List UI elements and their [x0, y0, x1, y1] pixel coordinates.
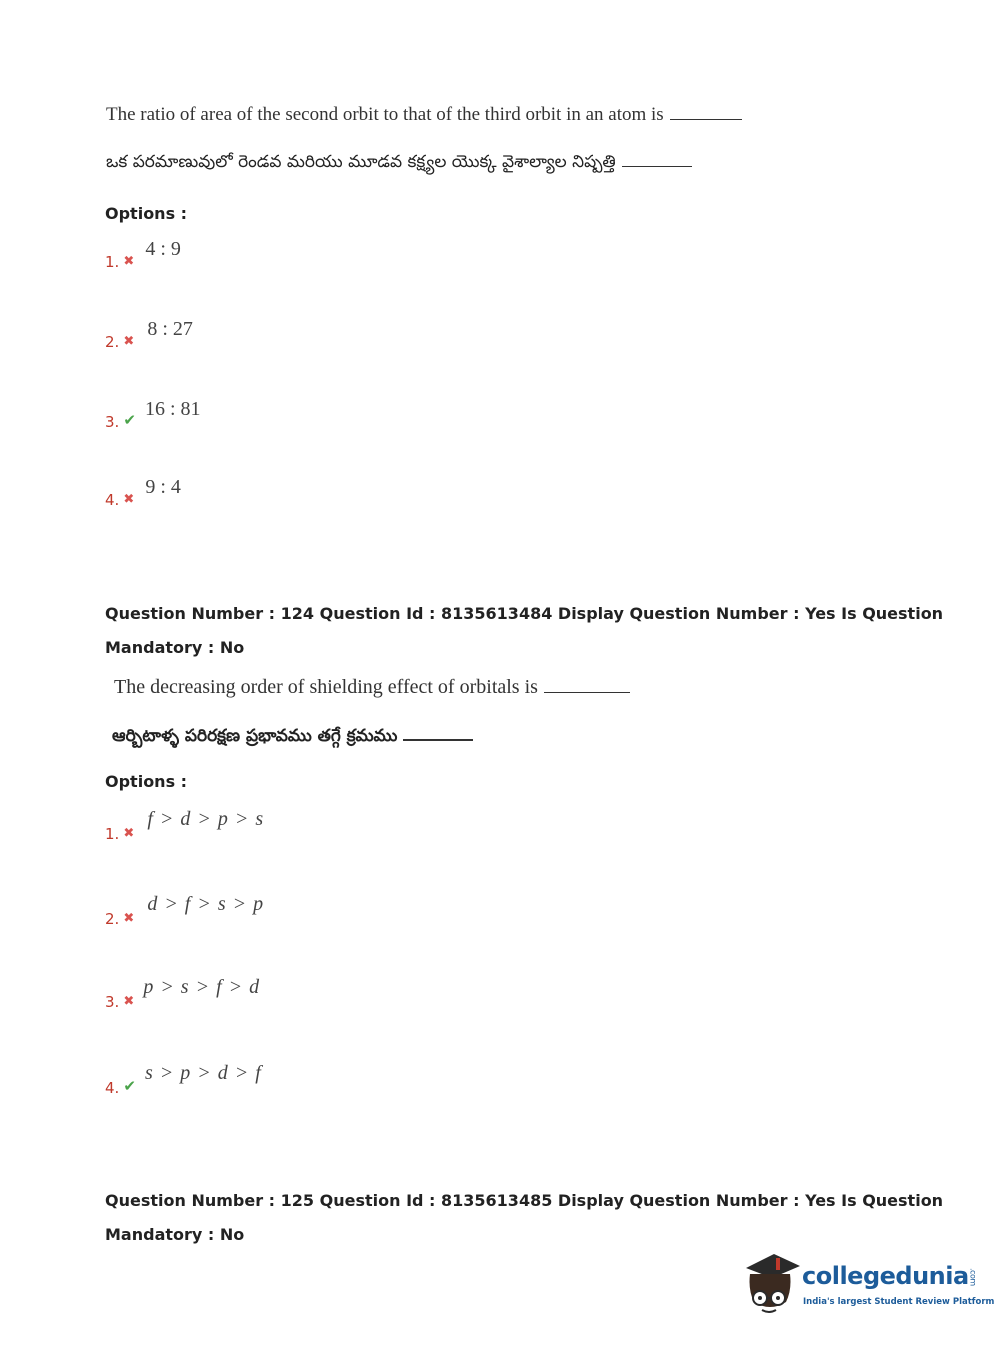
options-label: Options :: [105, 204, 188, 223]
option-value: d > f > s > p: [147, 893, 265, 915]
options-label: Options :: [105, 772, 188, 791]
cross-icon: ✖: [123, 994, 135, 1009]
option-number: 1.: [105, 253, 120, 271]
logo-wordmark: collegedunia.com: [802, 1262, 978, 1290]
option-number: 3.: [105, 413, 120, 431]
option-1: [105, 238, 181, 271]
logo-tagline: India's largest Student Review Platform: [803, 1297, 995, 1307]
option-2: [105, 318, 193, 351]
option-3: [105, 398, 201, 431]
option-value: 9 : 4: [145, 476, 181, 498]
option-number: 4.: [105, 1079, 120, 1097]
question-text-te: ఒక పరమాణువులో రెండవ మరియు మూడవ కక్ష్యల యొక్క వైశాల్యాల నిష్పత్తి: [106, 152, 692, 176]
question-meta-line1: Question Number : 125 Question Id : 8135613485 Display Question Number : Yes Is Question: [105, 1191, 944, 1210]
option-4: [105, 1062, 262, 1097]
logo-suffix: .com: [968, 1268, 978, 1286]
option-number: 2.: [105, 910, 120, 928]
option-2: [105, 893, 265, 928]
option-value: 8 : 27: [147, 318, 193, 340]
question-meta-line2: Mandatory : No: [105, 638, 245, 657]
option-value: f > d > p > s: [147, 808, 265, 830]
option-value: 4 : 9: [145, 238, 181, 260]
option-value: p > s > f > d: [143, 976, 261, 998]
option-value: s > p > d > f: [144, 1062, 262, 1084]
question-text-te: ఆర్బిటాళ్ళ పరిరక్షణ ప్రభావము తగ్గే క్రమము: [112, 726, 473, 750]
collegedunia-logo: [740, 1250, 995, 1322]
cross-icon: ✖: [123, 254, 135, 269]
option-4: [105, 476, 181, 509]
question-meta-line1: Question Number : 124 Question Id : 8135613484 Display Question Number : Yes Is Question: [105, 604, 944, 623]
question-text-en: The ratio of area of the second orbit to that of the third orbit in an atom is: [106, 104, 742, 126]
cross-icon: ✖: [123, 334, 135, 349]
option-number: 4.: [105, 491, 120, 509]
cross-icon: ✖: [123, 911, 135, 926]
check-icon: ✔: [123, 1077, 136, 1095]
option-number: 3.: [105, 993, 120, 1011]
question-text-en: The decreasing order of shielding effect of orbitals is: [114, 676, 630, 699]
option-number: 2.: [105, 333, 120, 351]
option-3: [105, 976, 261, 1011]
mascot-glasses-cap-icon: [740, 1250, 802, 1318]
option-number: 1.: [105, 825, 120, 843]
cross-icon: ✖: [123, 826, 135, 841]
cross-icon: ✖: [123, 492, 135, 507]
question-meta-line2: Mandatory : No: [105, 1225, 245, 1244]
option-value: 16 : 81: [144, 398, 201, 420]
check-icon: ✔: [123, 411, 136, 429]
option-1: [105, 808, 265, 843]
